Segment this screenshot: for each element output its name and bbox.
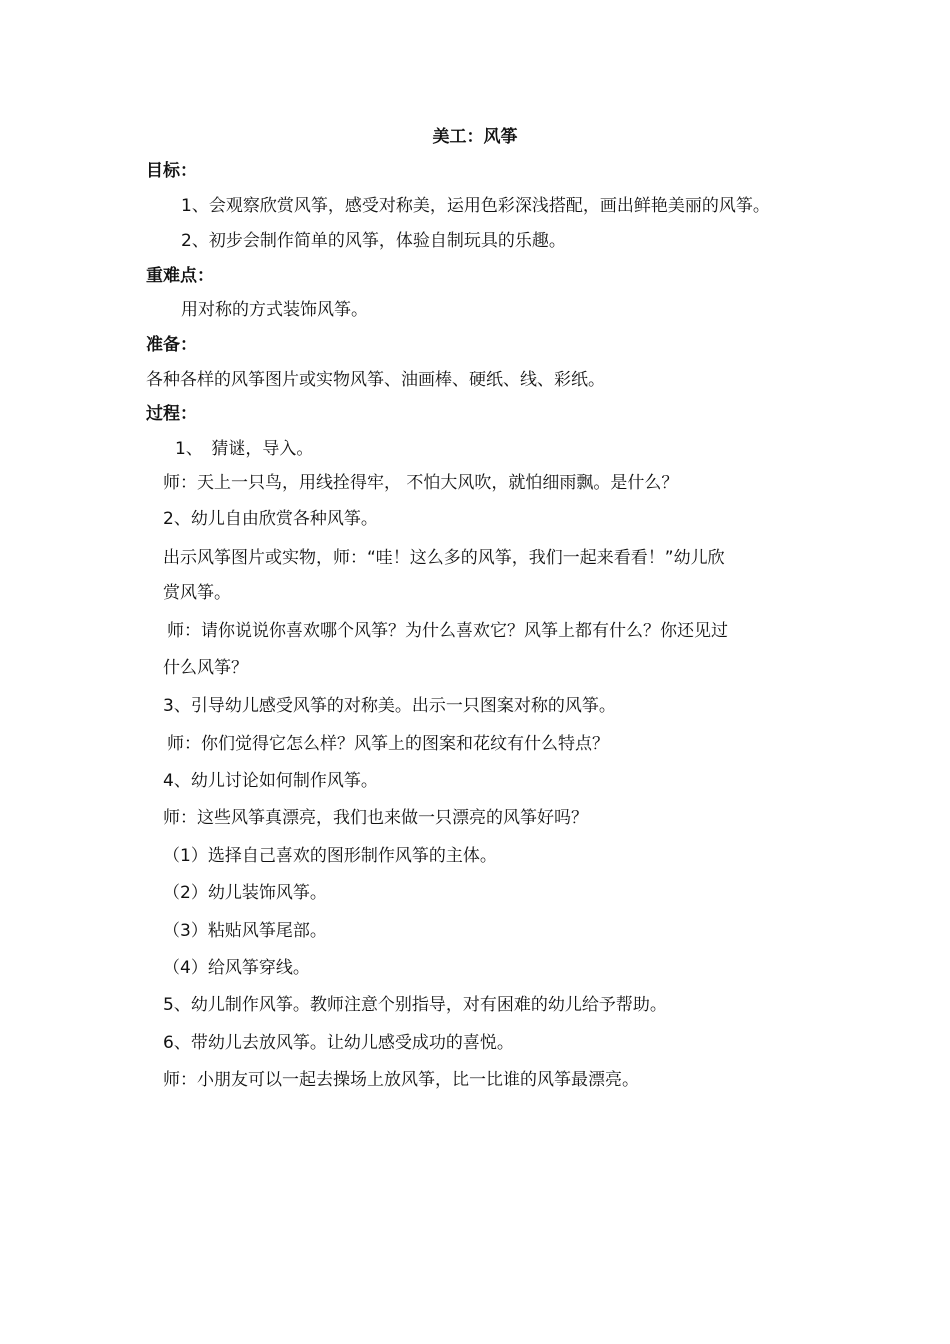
process-line: 师：请你说说你喜欢哪个风筝？为什么喜欢它？风筝上都有什么？你还见过 bbox=[167, 621, 728, 641]
process-line: 什么风筝？ bbox=[163, 658, 248, 678]
key-text: 用对称的方式装饰风筝。 bbox=[181, 300, 368, 320]
process-line: 师：这些风筝真漂亮，我们也来做一只漂亮的风筝好吗？ bbox=[163, 808, 588, 828]
process-line: 赏风筝。 bbox=[163, 583, 231, 603]
process-step: 3、引导幼儿感受风筝的对称美。出示一只图案对称的风筝。 bbox=[163, 696, 616, 716]
process-substep: （3）粘贴风筝尾部。 bbox=[163, 921, 327, 941]
goal-heading: 目标： bbox=[146, 161, 197, 181]
document-title: 美工：风筝 bbox=[432, 127, 518, 147]
process-heading: 过程： bbox=[146, 404, 197, 424]
process-substep: （1）选择自己喜欢的图形制作风筝的主体。 bbox=[163, 846, 497, 866]
process-step: 4、幼儿讨论如何制作风筝。 bbox=[163, 771, 378, 791]
process-step: 6、带幼儿去放风筝。让幼儿感受成功的喜悦。 bbox=[163, 1033, 514, 1053]
process-step: 1、 猜谜，导入。 bbox=[175, 439, 314, 459]
goal-item: 1、会观察欣赏风筝，感受对称美，运用色彩深浅搭配，画出鲜艳美丽的风筝。 bbox=[181, 196, 770, 216]
key-heading: 重难点： bbox=[146, 266, 214, 286]
prep-heading: 准备： bbox=[146, 335, 197, 355]
process-substep: （4）给风筝穿线。 bbox=[163, 958, 310, 978]
process-step: 2、幼儿自由欣赏各种风筝。 bbox=[163, 509, 378, 529]
process-step: 5、幼儿制作风筝。教师注意个别指导，对有困难的幼儿给予帮助。 bbox=[163, 995, 667, 1015]
process-line: 师：你们觉得它怎么样？风筝上的图案和花纹有什么特点？ bbox=[167, 734, 609, 754]
prep-text: 各种各样的风筝图片或实物风筝、油画棒、硬纸、线、彩纸。 bbox=[146, 370, 605, 390]
goal-item: 2、初步会制作简单的风筝，体验自制玩具的乐趣。 bbox=[181, 231, 566, 251]
process-line: 师：天上一只鸟，用线拴得牢， 不怕大风吹，就怕细雨飘。是什么？ bbox=[163, 473, 679, 493]
process-line: 师：小朋友可以一起去操场上放风筝，比一比谁的风筝最漂亮。 bbox=[163, 1070, 639, 1090]
process-substep: （2）幼儿装饰风筝。 bbox=[163, 883, 327, 903]
process-line: 出示风筝图片或实物，师：“哇！这么多的风筝，我们一起来看看！”幼儿欣 bbox=[163, 548, 725, 568]
